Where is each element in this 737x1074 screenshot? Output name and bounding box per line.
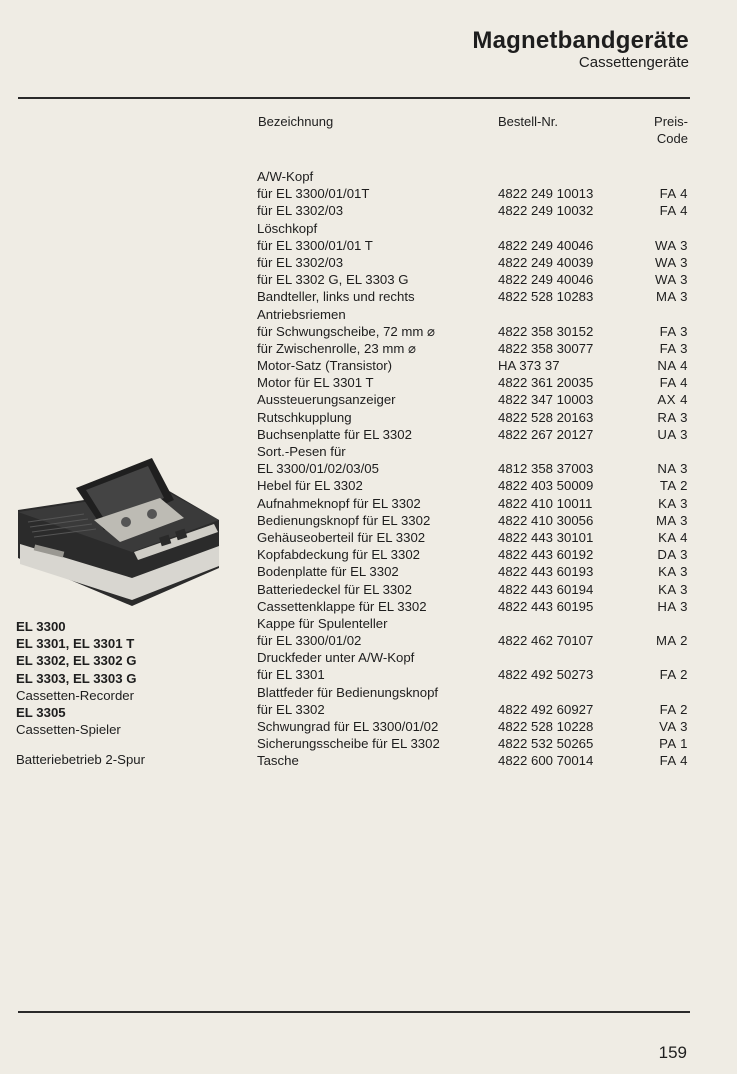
- part-name: Aufnahmeknopf für EL 3302: [257, 495, 421, 511]
- part-price-code: FA 4: [659, 753, 688, 769]
- part-order-number: 4822 249 40046: [498, 237, 594, 253]
- part-order-number: 4822 462 70107: [498, 633, 594, 649]
- bottom-rule: [18, 1011, 690, 1013]
- part-name: Kopfabdeckung für EL 3302: [257, 547, 421, 563]
- part-price-code: NA 4: [657, 358, 688, 374]
- part-name: für EL 3301: [257, 667, 325, 683]
- part-name: Gehäuseoberteil für EL 3302: [257, 529, 426, 545]
- cassette-recorder-photo: [14, 448, 224, 613]
- part-order-number: 4822 443 60194: [498, 581, 594, 597]
- column-header-preis-line1: Preis-: [654, 114, 688, 129]
- page-title: Magnetbandgeräte: [472, 27, 689, 54]
- part-order-number: 4812 358 37003: [498, 461, 594, 477]
- part-name: Bedienungsknopf für EL 3302: [257, 512, 431, 528]
- part-name: für EL 3300/01/01 T: [257, 237, 373, 253]
- part-price-code: WA 3: [654, 254, 688, 270]
- table-row: [0, 288, 737, 305]
- part-price-code: KA 3: [658, 495, 688, 511]
- part-name: für Zwischenrolle, 23 mm ⌀: [257, 340, 416, 356]
- page-number: 159: [658, 1043, 687, 1062]
- model-el3305: EL 3305: [16, 705, 66, 721]
- column-header-preis-line2: Code: [656, 131, 688, 146]
- model-el3300: EL 3300: [16, 619, 66, 634]
- model-el3303: EL 3303, EL 3303 G: [16, 670, 137, 686]
- part-price-code: FA 3: [659, 323, 688, 339]
- part-order-number: HA 373 37: [498, 358, 560, 374]
- part-order-number: 4822 492 60927: [498, 701, 594, 717]
- page-subtitle: Cassettengeräte: [578, 54, 689, 71]
- part-name: für EL 3302/03: [257, 203, 344, 219]
- part-name: Tasche: [257, 753, 299, 769]
- part-name: Sicherungsscheibe für EL 3302: [257, 736, 440, 752]
- part-name: Aussteuerungsanzeiger: [257, 392, 396, 408]
- part-order-number: 4822 528 10228: [498, 719, 594, 734]
- part-name: Buchsenplatte für EL 3302: [257, 426, 412, 442]
- table-row: [0, 357, 737, 374]
- column-header-bestellnr: Bestell-Nr.: [498, 114, 558, 129]
- part-price-code: FA 2: [659, 667, 688, 683]
- table-row: [0, 185, 737, 202]
- part-name: A/W-Kopf: [257, 169, 314, 184]
- table-row: [0, 426, 737, 443]
- part-price-code: NA 3: [657, 461, 688, 477]
- part-price-code: HA 3: [657, 598, 688, 614]
- model-el3301: EL 3301, EL 3301 T: [16, 636, 135, 652]
- part-name: Löschkopf: [257, 220, 318, 236]
- model-el3302: EL 3302, EL 3302 G: [16, 653, 137, 669]
- table-row: [0, 220, 737, 237]
- table-row: [0, 340, 737, 357]
- part-price-code: DA 3: [657, 547, 688, 563]
- column-header-preiscode: [624, 113, 688, 147]
- part-order-number: 4822 443 60195: [498, 598, 594, 614]
- part-price-code: FA 3: [659, 340, 688, 356]
- part-price-code: FA 4: [659, 375, 688, 391]
- table-row: [0, 409, 737, 426]
- part-order-number: 4822 267 20127: [498, 426, 594, 442]
- model-type-player: Cassetten-Spieler: [16, 722, 121, 738]
- part-price-code: AX 4: [657, 392, 688, 408]
- part-name: Bodenplatte für EL 3302: [257, 564, 399, 580]
- part-price-code: TA 2: [659, 478, 688, 494]
- part-name: Hebel für EL 3302: [257, 478, 363, 494]
- part-order-number: 4822 410 10011: [498, 495, 593, 511]
- part-order-number: 4822 443 60193: [498, 564, 594, 580]
- part-name: Batteriedeckel für EL 3302: [257, 581, 412, 597]
- part-name: Motor-Satz (Transistor): [257, 358, 393, 374]
- table-row: [0, 374, 737, 391]
- part-name: für EL 3302: [257, 701, 325, 717]
- part-name: für EL 3300/01/02: [257, 633, 362, 649]
- part-order-number: 4822 249 40039: [498, 254, 594, 270]
- part-name: Schwungrad für EL 3300/01/02: [257, 719, 439, 734]
- part-name: Blattfeder für Bedienungsknopf: [257, 684, 439, 700]
- part-price-code: PA 1: [659, 736, 688, 752]
- part-price-code: FA 4: [659, 186, 688, 202]
- table-row: [0, 237, 737, 254]
- model-battery-note: Batteriebetrieb 2-Spur: [16, 752, 146, 768]
- part-price-code: MA 3: [655, 512, 688, 528]
- part-name: Sort.-Pesen für: [257, 444, 346, 459]
- part-price-code: FA 2: [659, 701, 688, 717]
- part-price-code: WA 3: [654, 237, 688, 253]
- part-price-code: KA 3: [658, 581, 688, 597]
- part-price-code: FA 4: [659, 203, 688, 219]
- part-order-number: 4822 528 10283: [498, 289, 594, 305]
- part-price-code: KA 4: [658, 529, 688, 545]
- table-row: [0, 306, 737, 323]
- part-name: Bandteller, links und rechts: [257, 289, 415, 305]
- part-order-number: 4822 403 50009: [498, 478, 594, 494]
- part-name: Rutschkupplung: [257, 409, 352, 425]
- part-order-number: 4822 249 10032: [498, 203, 594, 219]
- part-price-code: VA 3: [659, 719, 688, 734]
- table-row: [0, 323, 737, 340]
- part-order-number: 4822 532 50265: [498, 736, 594, 752]
- part-price-code: MA 3: [655, 289, 688, 305]
- table-row: [0, 202, 737, 219]
- table-row: [0, 271, 737, 288]
- part-order-number: 4822 410 30056: [498, 512, 594, 528]
- table-row: [0, 391, 737, 408]
- part-order-number: 4822 443 60192: [498, 547, 594, 563]
- part-order-number: 4822 249 40046: [498, 272, 594, 288]
- part-order-number: 4822 600 70014: [498, 753, 594, 769]
- part-name: für EL 3302/03: [257, 254, 344, 270]
- part-name: Druckfeder unter A/W-Kopf: [257, 650, 415, 666]
- top-rule: [18, 97, 690, 99]
- part-price-code: KA 3: [658, 564, 688, 580]
- column-header-bezeichnung: Bezeichnung: [258, 114, 334, 129]
- part-order-number: 4822 347 10003: [498, 392, 594, 408]
- part-order-number: 4822 249 10013: [498, 186, 594, 202]
- model-type-recorder: Cassetten-Recorder: [16, 687, 135, 703]
- table-row: [0, 168, 737, 185]
- part-price-code: MA 2: [655, 633, 688, 649]
- part-name: Antriebsriemen: [257, 306, 346, 322]
- part-name: EL 3300/01/02/03/05: [257, 461, 379, 477]
- part-name: Kappe für Spulenteller: [257, 615, 388, 631]
- part-name: Motor für EL 3301 T: [257, 375, 374, 391]
- part-price-code: UA 3: [657, 426, 688, 442]
- part-name: Cassettenklappe für EL 3302: [257, 598, 427, 614]
- part-order-number: 4822 358 30152: [498, 323, 594, 339]
- part-price-code: RA 3: [657, 409, 688, 425]
- part-name: für Schwungscheibe, 72 mm ⌀: [257, 323, 435, 339]
- part-order-number: 4822 361 20035: [498, 375, 594, 391]
- part-name: für EL 3302 G, EL 3303 G: [257, 272, 409, 288]
- model-list: [16, 618, 145, 769]
- table-row: [0, 254, 737, 271]
- part-name: für EL 3300/01/01T: [257, 186, 370, 202]
- part-order-number: 4822 492 50273: [498, 667, 594, 683]
- part-price-code: WA 3: [654, 272, 688, 288]
- part-order-number: 4822 443 30101: [498, 529, 594, 545]
- part-order-number: 4822 358 30077: [498, 340, 594, 356]
- part-order-number: 4822 528 20163: [498, 409, 594, 425]
